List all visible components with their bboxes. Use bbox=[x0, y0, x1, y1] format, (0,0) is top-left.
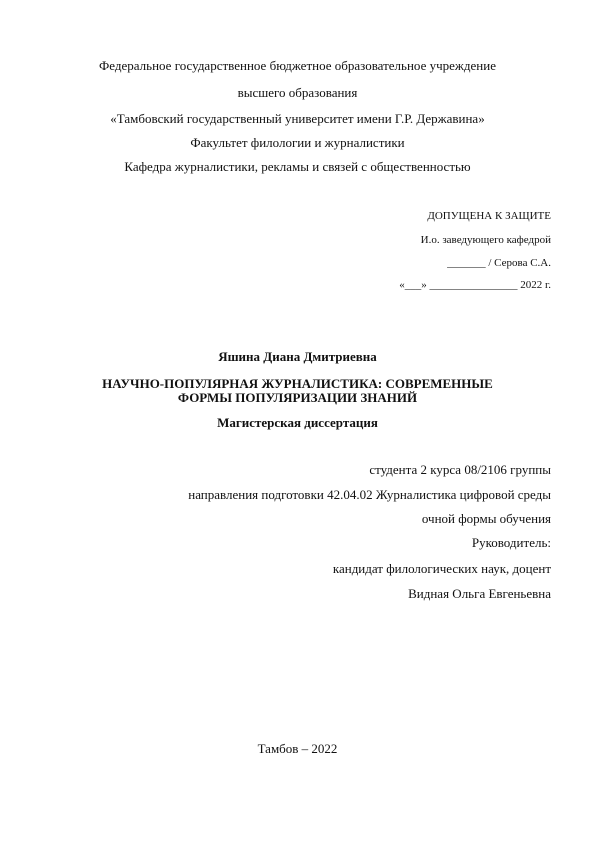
thesis-title-line1: НАУЧНО-ПОПУЛЯРНАЯ ЖУРНАЛИСТИКА: СОВРЕМЕННЫЕ bbox=[102, 376, 493, 391]
supervisor-label: Руководитель: bbox=[471, 535, 551, 550]
city-year: Тамбов – 2022 bbox=[257, 741, 338, 756]
student-course-group: студента 2 курса 08/2106 группы bbox=[369, 462, 551, 477]
faculty-name: Факультет филологии и журналистики bbox=[190, 135, 405, 150]
supervisor-name: Видная Ольга Евгеньевна bbox=[408, 586, 551, 601]
thesis-type: Магистерская диссертация bbox=[217, 415, 378, 430]
author-name: Яшина Диана Дмитриевна bbox=[218, 349, 377, 364]
approval-status: ДОПУЩЕНА К ЗАЩИТЕ bbox=[427, 210, 551, 222]
student-program: направления подготовки 42.04.02 Журналистика цифровой среды bbox=[188, 487, 551, 502]
department-name: Кафедра журналистики, рекламы и связей с общественностью bbox=[124, 159, 471, 174]
supervisor-degree: кандидат филологических наук, доцент bbox=[332, 561, 551, 576]
thesis-title-line2: ФОРМЫ ПОПУЛЯРИЗАЦИИ ЗНАНИЙ bbox=[177, 390, 418, 405]
education-level: высшего образования bbox=[237, 85, 358, 100]
approval-date: «___» ________________ 2022 г. bbox=[399, 279, 551, 291]
approval-position: И.о. заведующего кафедрой bbox=[420, 234, 551, 246]
approval-signature: _______ / Серова С.А. bbox=[447, 257, 551, 269]
institution-type: Федеральное государственное бюджетное образовательное учреждение bbox=[99, 58, 496, 73]
university-name: «Тамбовский государственный университет имени Г.Р. Державина» bbox=[110, 111, 485, 126]
study-form: очной формы обучения bbox=[421, 511, 551, 526]
